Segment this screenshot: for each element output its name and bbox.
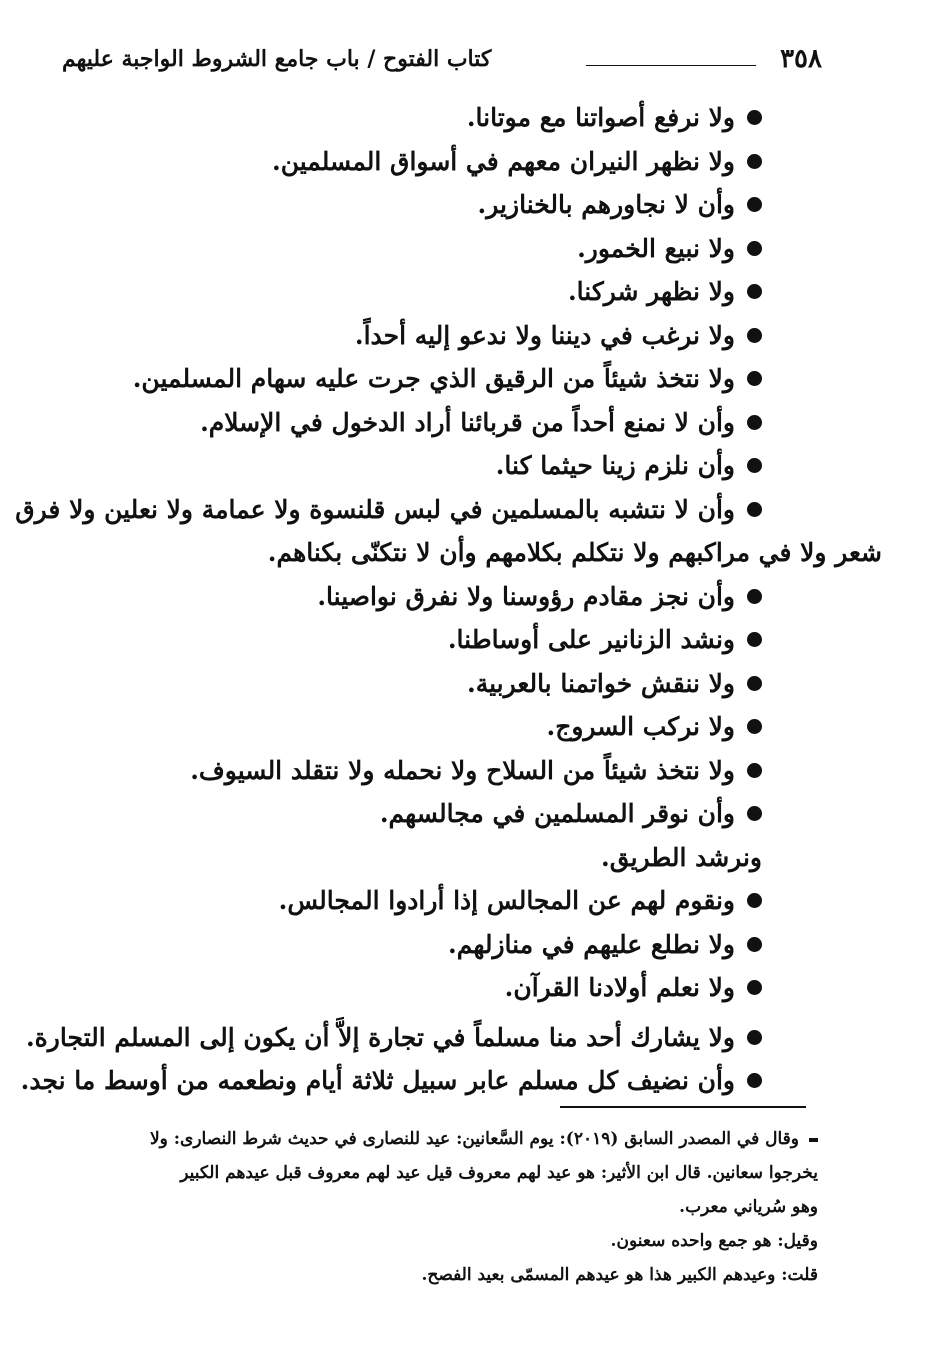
list-item-text: وأن لا نمنع أحداً من قربائنا أراد الدخول في الإسلام. [200, 407, 735, 437]
list-item-text: ولا نركب السروج. [546, 712, 735, 741]
list-item-text: ونشد الزنانير على أوساطنا. [447, 625, 735, 654]
list-item-text: وأن لا نتشبه بالمسلمين في لبس قلنسوة ولا عمامة ولا نعلين ولا فرق [15, 494, 735, 524]
header-rule [586, 65, 756, 66]
list-item-text: ولا نتخذ شيئاً من الرقيق الذي جرت عليه سهام المسلمين. [132, 364, 735, 393]
bullet-icon [747, 328, 762, 343]
list-item [62, 923, 762, 967]
list-item-plain [62, 836, 762, 880]
list-item [25, 1016, 762, 1060]
footnote-marker-icon [809, 1138, 818, 1142]
bullet-icon [747, 632, 762, 647]
bullet-icon [747, 241, 762, 256]
list-item [62, 183, 762, 227]
bullet-icon [747, 458, 762, 473]
list-item-text: وأن نضيف كل مسلم عابر سبيل ثلاثة أيام ونطعمه من أوسط ما نجد. [20, 1066, 735, 1095]
list-item [15, 488, 762, 532]
list-item-text: ولا نبيع الخمور. [577, 233, 735, 263]
list-item-text: ونقوم لهم عن المجالس إذا أرادوا المجالس. [278, 886, 735, 915]
bullet-icon [747, 589, 762, 604]
list-item-text: ولا نرغب في ديننا ولا ندعو إليه أحداً. [354, 320, 735, 350]
list-item-text: ولا نتخذ شيئاً من السلاح ولا نحمله ولا نتقلد السيوف. [190, 755, 735, 785]
bullet-icon [747, 154, 762, 169]
footnote-line [62, 1258, 818, 1292]
list-item-text: ولا نرفع أصواتنا مع موتانا. [466, 103, 735, 132]
footnotes [62, 1122, 818, 1292]
list-item [62, 662, 762, 706]
list-item [62, 618, 762, 662]
list-item-text: وأن نجز مقادم رؤوسنا ولا نفرق نواصينا. [317, 581, 735, 611]
footnote-line [62, 1156, 818, 1190]
list-item-text: شعر ولا في مراكبهم ولا نتكلم بكلامهم وأن لا نتكنّى بكناهم. [267, 538, 882, 567]
footnote-text: يخرجوا سعانين. قال ابن الأثير: هو عيد لهم معروف قيل عيد لهم معروف قبل عيدهم الكبير [180, 1163, 818, 1183]
list-item-text: ولا نظهر شركنا. [567, 277, 735, 306]
bullet-icon [747, 415, 762, 430]
list-item [62, 96, 762, 140]
list-item-text: ولا نظهر النيران معهم في أسواق المسلمين. [272, 146, 735, 176]
footnote-text: وقال في المصدر السابق (٢٠١٩): يوم السَّعانين: عيد للنصارى في حديث شرط النصارى: ولا [149, 1129, 799, 1149]
running-title: كتاب الفتوح / باب جامع الشروط الواجبة عليهم [62, 46, 492, 72]
list-item [62, 966, 762, 1010]
bullet-icon [747, 937, 762, 952]
list-item [62, 749, 762, 793]
bullet-icon [747, 502, 762, 517]
list-item [62, 705, 762, 749]
footnote-line [62, 1122, 818, 1156]
list-item-text: ولا نعلم أولادنا القرآن. [504, 973, 735, 1002]
footnote-text: وهو سُرياني معرب. [679, 1197, 818, 1217]
bullet-icon [747, 893, 762, 908]
bullet-icon [747, 1073, 762, 1088]
list-item-text: ونرشد الطريق. [601, 842, 762, 872]
running-header [62, 38, 822, 78]
footnote-separator [560, 1106, 806, 1108]
page-number: ٣٥٨ [780, 44, 822, 74]
bullet-icon [747, 284, 762, 299]
bullet-icon [747, 110, 762, 125]
list-item-text: وأن لا نجاورهم بالخنازير. [477, 190, 735, 219]
bullet-icon [747, 719, 762, 734]
bullet-icon [747, 676, 762, 691]
list-item [62, 140, 762, 184]
list-item [62, 227, 762, 271]
list-item-text: ولا نطلع عليهم في منازلهم. [448, 929, 735, 959]
list-item [62, 357, 762, 401]
footnote-text: قلت: وعيدهم الكبير هذا هو عيدهم المسمّى بعيد الفصح. [421, 1265, 818, 1285]
list-item-text: وأن نوقر المسلمين في مجالسهم. [379, 799, 735, 828]
list-item-continuation [62, 531, 882, 575]
footnote-line [62, 1190, 818, 1224]
list-item [62, 314, 762, 358]
bullet-icon [747, 980, 762, 995]
list-item-text: ولا ننقش خواتمنا بالعربية. [466, 668, 735, 698]
footnote-text: وقيل: هو جمع واحده سعنون. [610, 1231, 818, 1251]
conditions-list [15, 96, 882, 1103]
bullet-icon [747, 1030, 762, 1045]
list-item [62, 444, 762, 488]
list-item [62, 401, 762, 445]
footnote-line [62, 1224, 818, 1258]
bullet-icon [747, 371, 762, 386]
list-item [62, 575, 762, 619]
list-item [62, 879, 762, 923]
list-item [62, 270, 762, 314]
list-item-text: وأن نلزم زينا حيثما كنا. [495, 451, 735, 480]
bullet-icon [747, 197, 762, 212]
bullet-icon [747, 763, 762, 778]
list-item [62, 792, 762, 836]
list-item-text: ولا يشارك أحد منا مسلماً في تجارة إلاَّ أن يكون إلى المسلم التجارة. [25, 1022, 735, 1052]
bullet-icon [747, 806, 762, 821]
list-item [20, 1059, 762, 1103]
